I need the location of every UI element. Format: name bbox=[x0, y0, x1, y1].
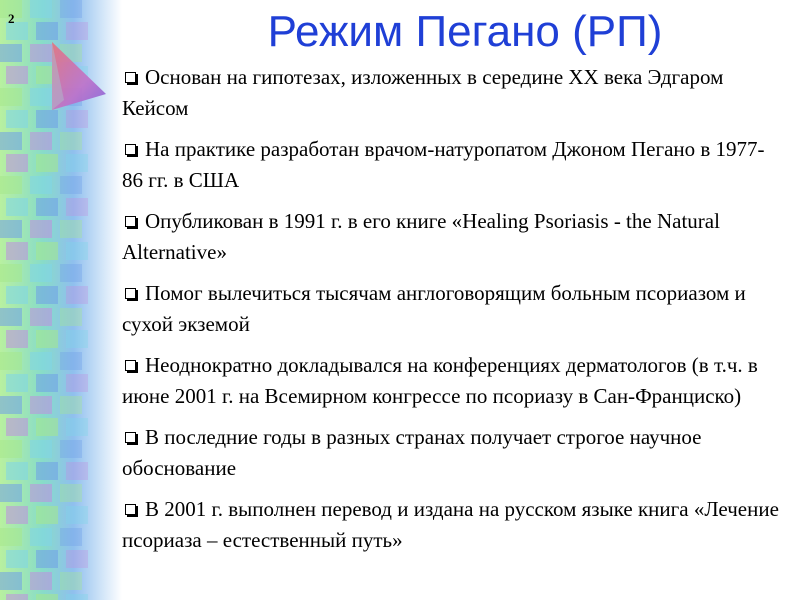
list-item bbox=[122, 206, 782, 268]
checkbox-bullet-icon bbox=[125, 360, 136, 371]
slide-title: Режим Пегано (РП) bbox=[267, 7, 663, 56]
list-item bbox=[122, 494, 782, 556]
checkbox-bullet-icon bbox=[125, 432, 136, 443]
list-item bbox=[122, 62, 782, 124]
bullet-text: В последние годы в разных странах получает строгое научное обоснование bbox=[122, 425, 702, 480]
slide-number: 2 bbox=[8, 11, 15, 26]
bullet-text: Помог вылечиться тысячам англоговорящим больным псориазом и сухой экземой bbox=[122, 281, 746, 336]
checkbox-bullet-icon bbox=[125, 504, 136, 515]
list-item bbox=[122, 350, 782, 412]
checkbox-bullet-icon bbox=[125, 216, 136, 227]
bullet-text: Опубликован в 1991 г. в его книге «Healing Psoriasis - the Natural Alternative» bbox=[122, 209, 720, 264]
bullet-text: В 2001 г. выполнен перевод и издана на русском языке книга «Лечение псориаза – естественный путь» bbox=[122, 497, 779, 552]
checkbox-bullet-icon bbox=[125, 72, 136, 83]
list-item bbox=[122, 422, 782, 484]
checkbox-bullet-icon bbox=[125, 288, 136, 299]
bullet-text: На практике разработан врачом-натуропатом Джоном Пегано в 1977-86 гг. в США bbox=[122, 137, 765, 192]
checkbox-bullet-icon bbox=[125, 144, 136, 155]
bullet-text: Основан на гипотезах, изложенных в середине XX века Эдгаром Кейсом bbox=[122, 65, 724, 120]
bullet-list bbox=[122, 62, 782, 566]
list-item bbox=[122, 278, 782, 340]
bullet-text: Неоднократно докладывался на конференциях дерматологов (в т.ч. в июне 2001 г. на Всемирном конгрессе по псориазу в Сан-Франциско) bbox=[122, 353, 758, 408]
strip-pattern-graphic bbox=[0, 0, 122, 600]
list-item bbox=[122, 134, 782, 196]
decorative-left-strip bbox=[0, 0, 122, 600]
